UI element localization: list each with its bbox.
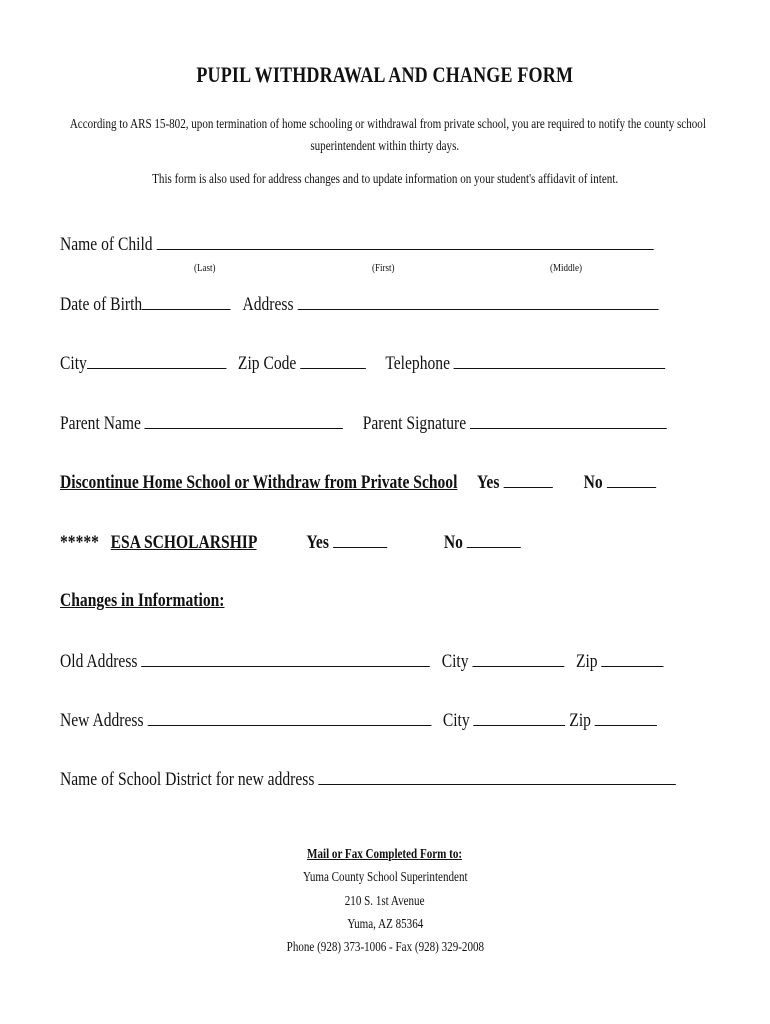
old-address-field[interactable] [141,650,430,667]
intro-line-3: This form is also used for address changes and to update information on your student's affidavit of intent. [151,171,619,186]
discontinue-row [60,471,770,494]
parent-name-label: Parent Name [60,413,141,434]
date-of-birth-label: Date of Birth [60,294,143,315]
name-of-child-row [60,233,770,256]
mail-line-3: Yuma, AZ 85364 [347,916,423,931]
esa-row [60,531,622,554]
discontinue-yes-label: Yes [476,472,500,493]
new-address-field[interactable] [147,709,431,726]
discontinue-no-field[interactable] [607,471,656,488]
old-city-field[interactable] [472,650,564,667]
date-of-birth-field[interactable] [142,293,231,310]
new-city-label: City [442,710,470,731]
new-address-row [60,709,770,732]
new-address-label: New Address [60,710,144,731]
school-district-row [60,768,770,791]
name-of-child-field[interactable] [157,233,654,250]
parent-signature-field[interactable] [470,412,667,429]
esa-yes-label: Yes [306,532,329,553]
mail-line-2: 210 S. 1st Avenue [345,893,425,908]
sublabel-last: (Last) [194,262,216,274]
dob-address-row [60,293,770,316]
esa-yes-field[interactable] [333,531,387,548]
city-zip-phone-row [60,352,770,375]
discontinue-no-label: No [583,472,603,493]
telephone-label: Telephone [385,353,450,374]
esa-stars: ***** [60,532,99,553]
parent-row [60,412,770,435]
old-address-row [60,650,770,673]
name-of-child-label: Name of Child [60,234,153,255]
zip-code-label: Zip Code [237,353,297,374]
parent-name-field[interactable] [145,412,343,429]
esa-label: ESA SCHOLARSHIP [110,532,257,553]
parent-signature-label: Parent Signature [362,413,467,434]
old-zip-label: Zip [575,651,598,672]
intro-line-2: superintendent within thirty days. [310,138,460,153]
old-zip-field[interactable] [601,650,663,667]
mail-heading: Mail or Fax Completed Form to: [307,846,463,861]
school-district-field[interactable] [318,768,676,785]
changes-heading: Changes in Information: [60,590,225,611]
mail-line-1: Yuma County School Superintendent [302,869,468,884]
old-city-label: City [441,651,469,672]
address-label: Address [242,294,294,315]
new-zip-field[interactable] [595,709,657,726]
form-title: PUPIL WITHDRAWAL AND CHANGE FORM [196,62,574,87]
esa-no-label: No [443,532,463,553]
city-label: City [60,353,87,374]
intro-line-1: According to ARS 15-802, upon termination of home schooling or withdrawal from private school, you are required to notify the county school [69,116,706,131]
esa-no-field[interactable] [467,531,521,548]
new-zip-label: Zip [569,710,591,731]
zip-code-field[interactable] [300,352,366,369]
school-district-label: Name of School District for new address [60,769,315,790]
city-field[interactable] [87,352,226,369]
sublabel-first: (First) [372,262,395,274]
new-city-field[interactable] [474,709,566,726]
sublabel-middle: (Middle) [550,262,583,274]
old-address-label: Old Address [60,651,138,672]
discontinue-yes-field[interactable] [503,471,552,488]
mail-line-4: Phone (928) 373-1006 - Fax (928) 329-2008 [286,939,484,954]
telephone-field[interactable] [454,352,666,369]
discontinue-label: Discontinue Home School or Withdraw from Private School [60,472,458,493]
address-field[interactable] [297,293,658,310]
